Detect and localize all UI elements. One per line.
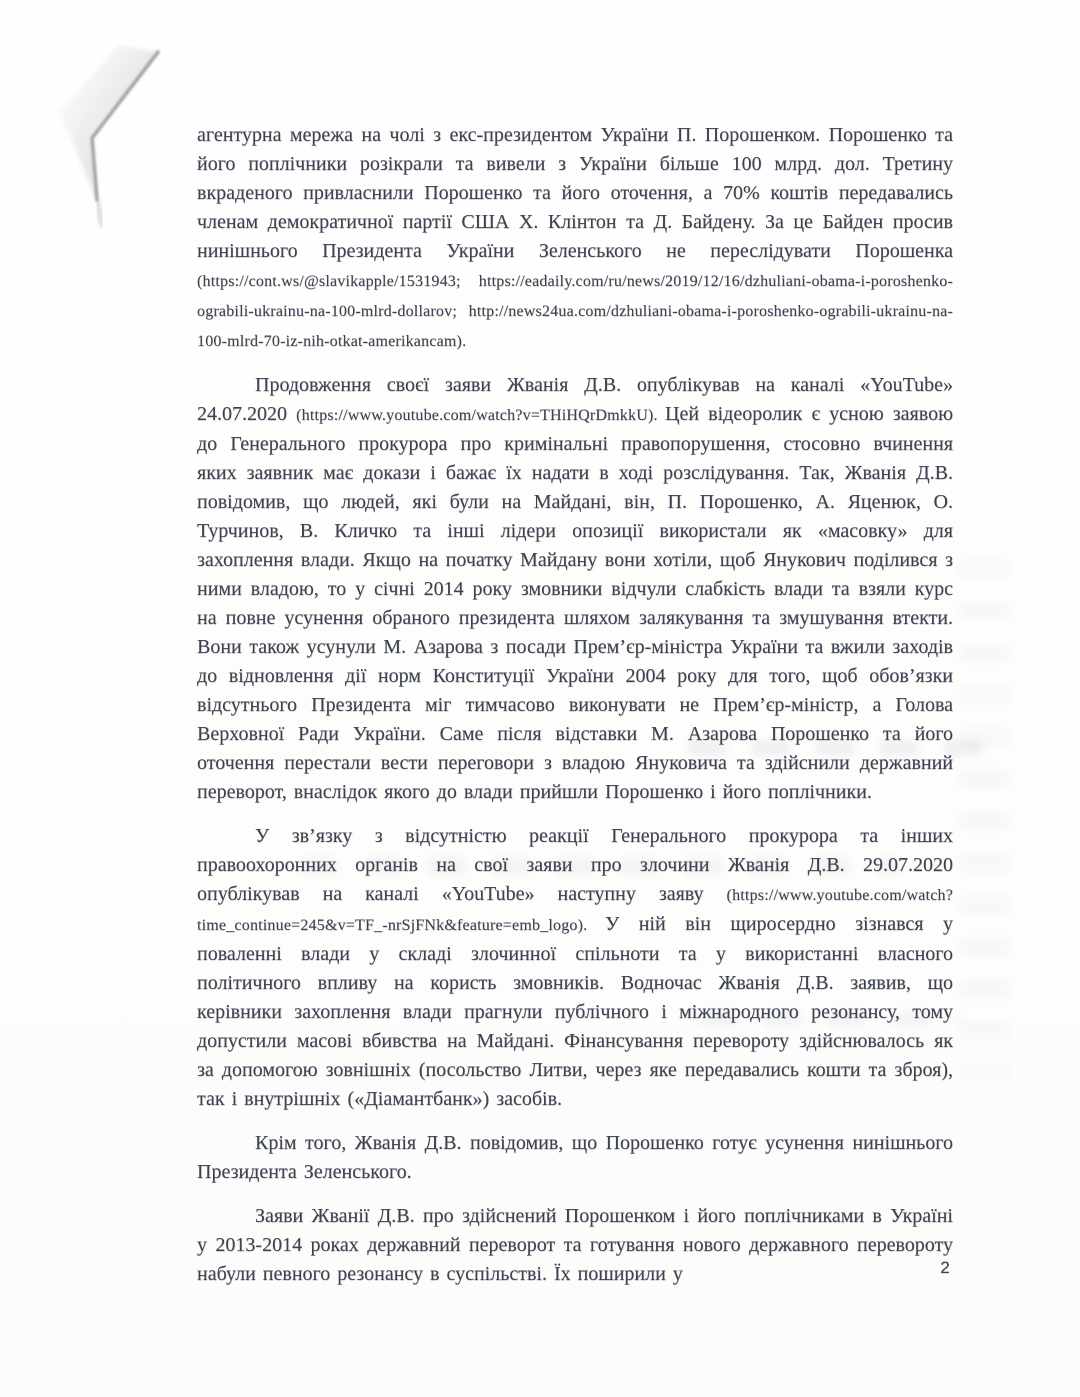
paragraph xyxy=(197,822,953,1114)
text-segment: Крім того, Жванія Д.В. повідомив, що Порошенко готує усунення нинішнього Президента Зеленського. xyxy=(197,1132,953,1183)
paragraph xyxy=(197,1129,953,1187)
text-segment: агентурна мережа на чолі з екс-президентом України П. Порошенком. Порошенко та його поплічники розікрали та вивели з України більше 100 млрд. дол. Третину вкраденого привласнили Порошенко та його оточення, а 70% коштів передавались членам демократичної партії США Х. Клінтон та Д. Байдену. За це Байден просив нинішнього Президента України Зеленського не переслідувати Порошенка xyxy=(197,124,953,262)
url-text: (https://cont.ws/@slavikapple/1531943; https://eadaily.com/ru/news/2019/12/16/dzhuliani-obama-i-poroshenko-ograbili-ukrainu-na-100-mlrd-dollarov; http://news24ua.com/dzhuliani-obama-i-poroshenko-ograbili-ukrainu-na-100-mlrd-70-iz-nih-otkat-amerikancam). xyxy=(197,273,953,350)
bleed-through-artifact xyxy=(960,560,1010,1080)
text-segment: Цей відеоролик є усною заявою до Генерального прокурора про кримінальні правопорушення, стосовно вчинення яких заявник має докази і бажає їх надати в ході розслідування. Так, Жванія Д.В. повідомив, що людей, які були на Майдані, він, П. Порошенко, А. Яценюк, О. Турчинов, В. Кличко та інші лідери опозиції використали як «масовку» для захоплення влади. Якщо на початку Майдану вони хотіли, щоб Янукович поділився з ними владою, то у січні 2014 року змовники відчули слабкість влади та взяли курс на повне усунення обраного президента шляхом залякування та змушування втекти. Вони також усунули М. Азарова з посади Прем’єр-міністра України та вжили заходів до відновлення дії норм Конституції України 2004 року для того, щоб обов’язки відсутнього Президента міг тимчасово виконувати не Прем’єр-міністр, а Голова Верховної Ради України. Саме після відставки М. Азарова Порошенко та його оточення перестали вести переговори з владою Януковича та здійснили державний переворот, внаслідок якого до влади прийшли Порошенко і його поплічники. xyxy=(197,403,954,803)
url-text: (https://www.youtube.com/watch?time_continue=245&v=TF_-nrSjFNk&feature=emb_logo). xyxy=(197,887,953,934)
paragraph xyxy=(197,121,953,356)
text-segment: Заяви Жванії Д.В. про здійснений Порошенком і його поплічниками в Україні у 2013-2014 роках державний переворот та готування нового державного перевороту набули певного резонансу в суспільстві. Їх поширили у xyxy=(197,1205,953,1285)
document-body xyxy=(197,121,953,1289)
paragraph xyxy=(197,371,953,807)
text-segment: Продовження своєї заяви Жванія Д.В. опублікував на каналі «YouTube» 24.07.2020 xyxy=(197,374,953,425)
paragraph xyxy=(197,1202,953,1289)
url-text: (https://www.youtube.com/watch?v=THiHQrDmkkU). xyxy=(296,407,666,424)
page-number: 2 xyxy=(940,1258,950,1277)
text-segment: У зв’язку з відсутністю реакції Генерального прокурора та інших правоохоронних органів на свої заяви про злочини Жванія Д.В. 29.07.2020 опублікував на каналі «YouTube» наступну заяву xyxy=(197,825,953,905)
text-segment: У ній він щиросердно зізнався у поваленні влади у складі злочинної спільноти та у використанні власного політичного впливу на користь змовників. Водночас Жванія Д.В. заявив, що керівники захоплення влади прагнули публічного і міжнародного резонансу, тому допустили масові вбивства на Майдані. Фінансування перевороту здійснювалось як за допомогою зовнішніх (посольство Литви, через яке передавались кошти та зброя), так і внутрішніх («Діамантбанк») засобів. xyxy=(197,913,953,1110)
